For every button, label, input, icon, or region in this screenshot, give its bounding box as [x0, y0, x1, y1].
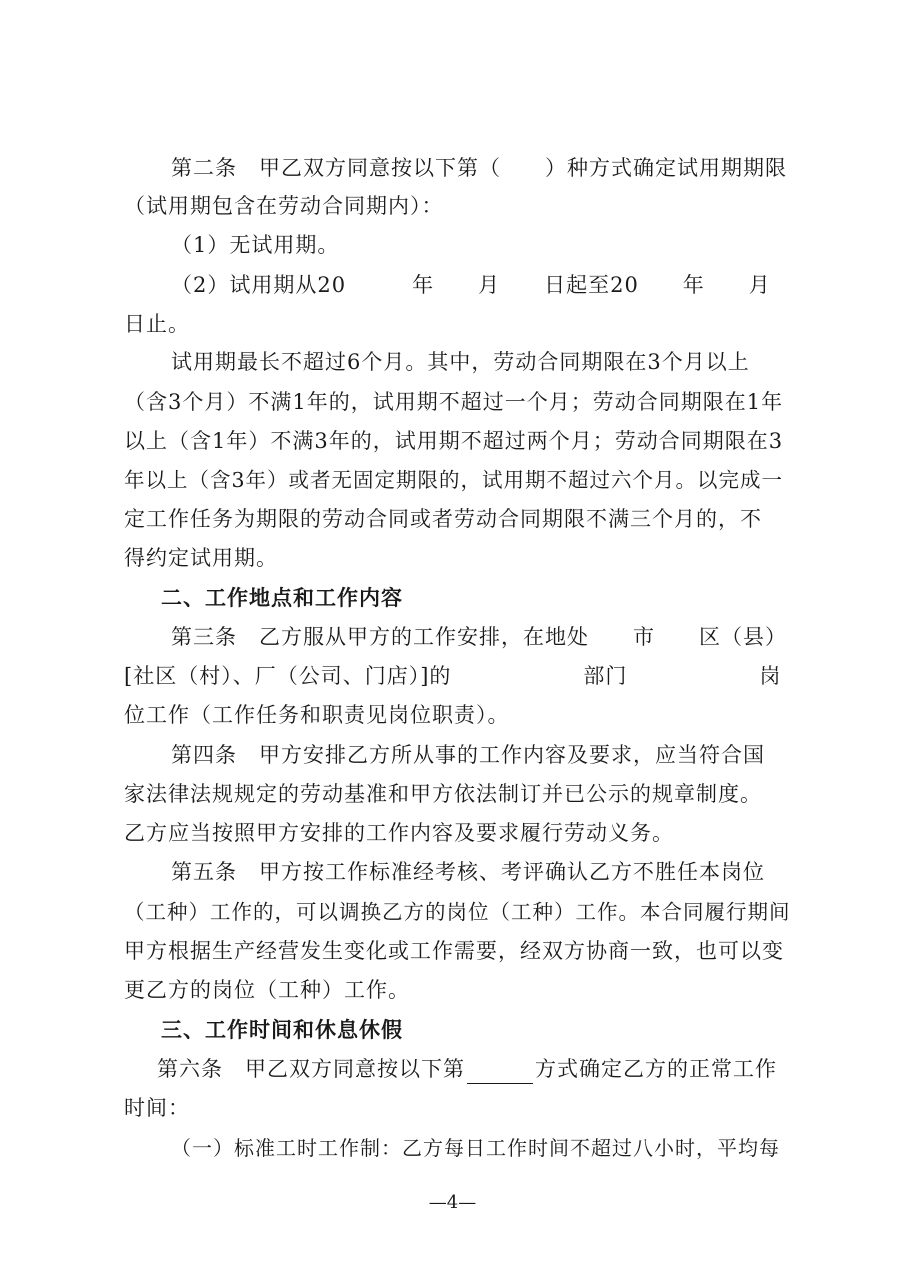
probation-rule-line-5: 定工作任务为期限的劳动合同或者劳动合同期限不满三个月的，不 [124, 507, 762, 531]
probation-rule-line-4: 年以上（含3年）或者无固定期限的，试用期不超过六个月。以完成一 [124, 468, 784, 492]
probation-rule-line-2: （含3个月）不满1年的，试用期不超过一个月；劳动合同期限在1年 [124, 390, 784, 414]
standard-hours-line: （一）标准工时工作制：乙方每日工作时间不超过八小时，平均每 [171, 1136, 780, 1160]
article-6-text-before-blank: 第六条 甲乙双方同意按以下第 [157, 1057, 465, 1081]
article-3-line-1: 第三条 乙方服从甲方的工作安排，在地处 市 区（县） [171, 625, 787, 649]
probation-option-1: （1）无试用期。 [171, 233, 340, 257]
article-5-line-4: 更乙方的岗位（工种）工作。 [124, 978, 410, 1002]
section-heading-2: 二、工作地点和工作内容 [161, 585, 403, 610]
probation-rule-line-3: 以上（含1年）不满3年的，试用期不超过两个月；劳动合同期限在3 [124, 429, 784, 453]
probation-rule-line-6: 得约定试用期。 [124, 546, 278, 570]
section-heading-3: 三、工作时间和休息休假 [161, 1017, 403, 1042]
article-4-line-2: 家法律法规规定的劳动基准和甲方依法制订并已公示的规章制度。 [124, 782, 762, 806]
article-5-line-1: 第五条 甲方按工作标准经考核、考评确认乙方不胜任本岗位 [171, 860, 765, 884]
probation-option-2-end: 日止。 [124, 312, 190, 336]
article-4-line-1: 第四条 甲方安排乙方所从事的工作内容及要求，应当符合国 [171, 743, 765, 767]
article-2-line-2: （试用期包含在劳动合同期内）： [124, 194, 444, 218]
page-number: —4— [428, 1192, 477, 1213]
probation-rule-line-1: 试用期最长不超过6个月。其中，劳动合同期限在3个月以上 [171, 350, 750, 374]
article-5-line-2: （工种）工作的，可以调换乙方的岗位（工种）工作。本合同履行期间 [124, 900, 791, 924]
article-3-line-3: 位工作（工作任务和职责见岗位职责）。 [124, 703, 510, 727]
article-6-line-1 [157, 1054, 793, 1084]
article-3-line-2: [社区（村）、厂（公司、门店）]的 部门 岗 [124, 664, 782, 688]
probation-option-2: （2）试用期从20 年 月 日起至20 年 月 [171, 273, 771, 297]
article-6-fill-blank [467, 1061, 533, 1084]
article-4-line-3: 乙方应当按照甲方安排的工作内容及要求履行劳动义务。 [124, 821, 674, 845]
article-6-text-after-blank: 方式确定乙方的正常工作 [535, 1057, 777, 1081]
article-6-line-2: 时间： [124, 1096, 190, 1120]
article-5-line-3: 甲方根据生产经营发生变化或工作需要，经双方协商一致，也可以变 [124, 939, 784, 963]
article-2-line-1: 第二条 甲乙双方同意按以下第（ ）种方式确定试用期期限 [171, 156, 787, 180]
